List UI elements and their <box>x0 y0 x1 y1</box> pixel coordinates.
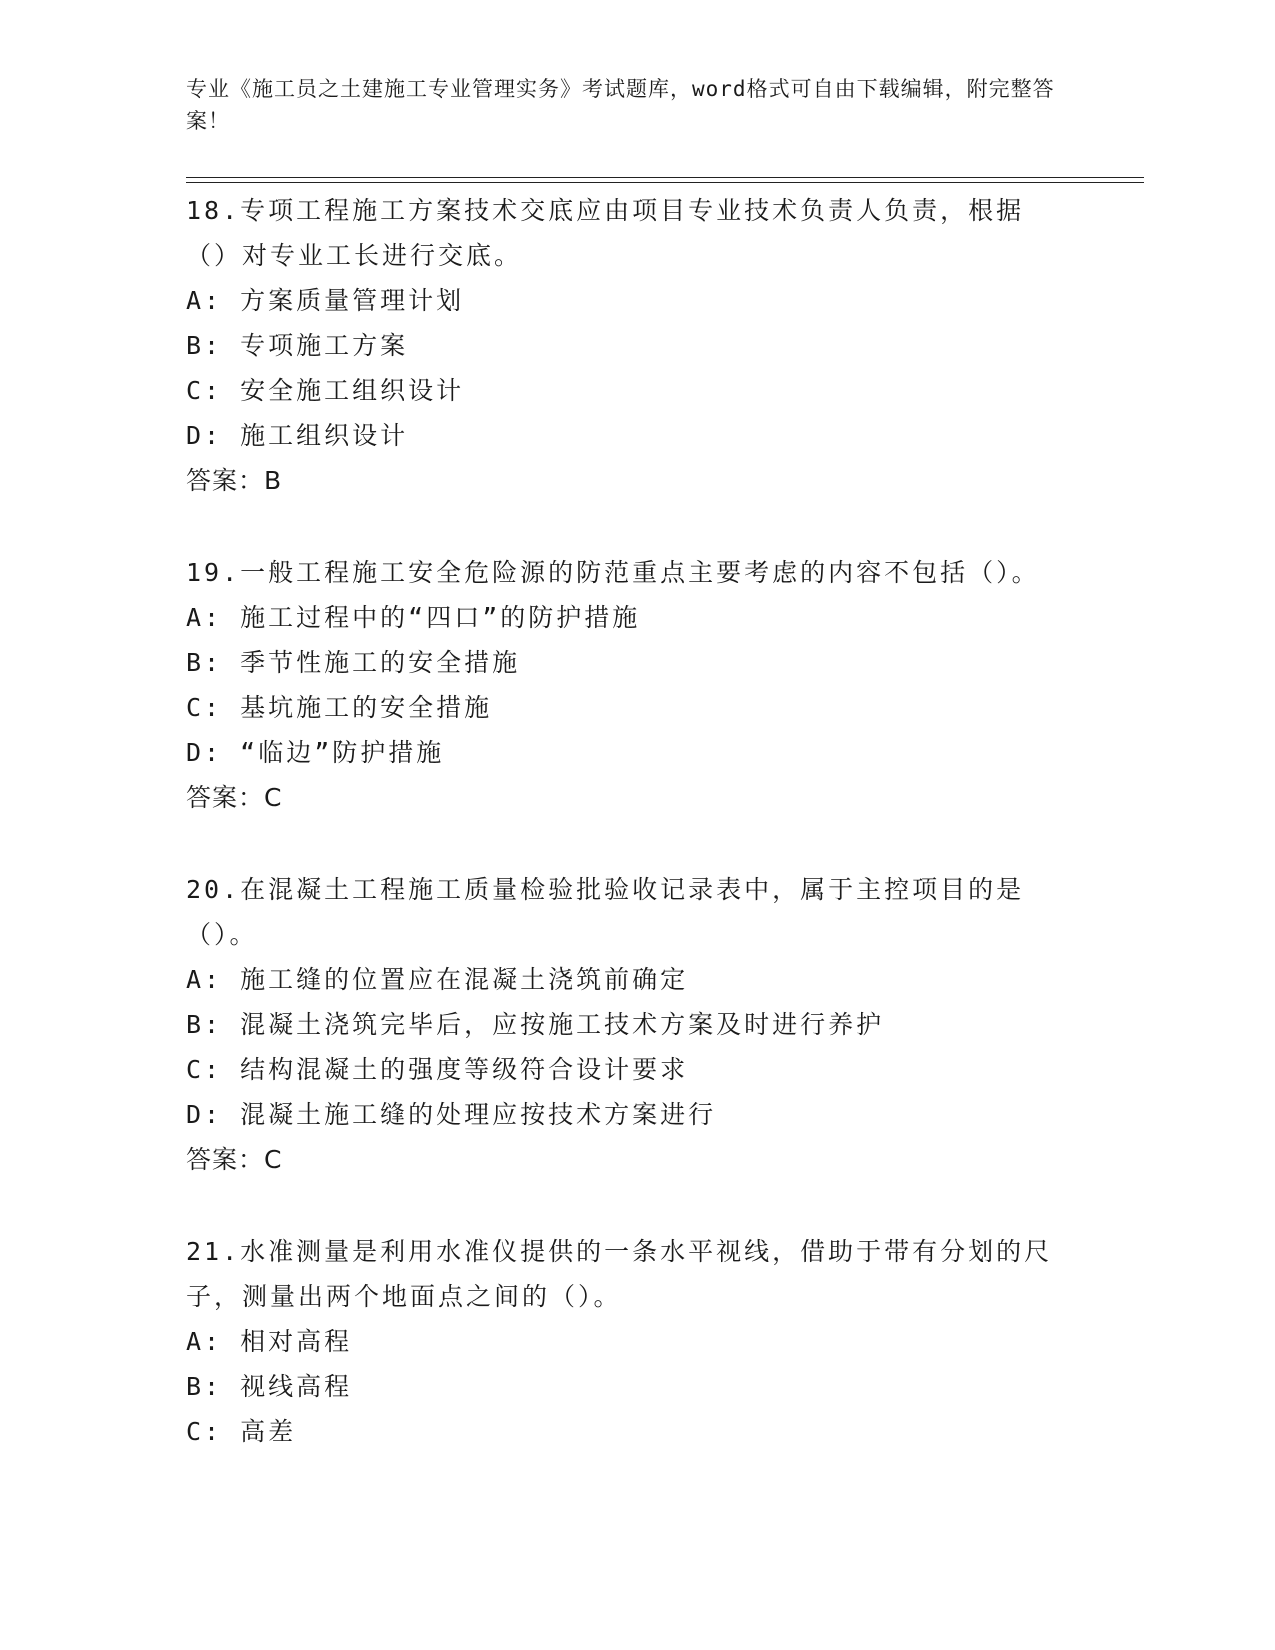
option-a: A: 方案质量管理计划 <box>186 286 465 315</box>
option-b: B: 视线高程 <box>186 1372 353 1401</box>
option-b: B: 季节性施工的安全措施 <box>186 648 521 677</box>
option-a: A: 相对高程 <box>186 1327 353 1356</box>
document-header: 专业《施工员之土建施工专业管理实务》考试题库，word格式可自由下载编辑，附完整答案！ <box>186 77 1055 133</box>
question-stem: 18.专项工程施工方案技术交底应由项目专业技术负责人负责，根据（）对专业工长进行交底。 <box>186 196 1025 270</box>
option-b: B: 专项施工方案 <box>186 331 409 360</box>
header-divider-bottom <box>186 182 1144 183</box>
option-a: A: 施工缝的位置应在混凝土浇筑前确定 <box>186 965 689 994</box>
question-stem: 19.一般工程施工安全危险源的防范重点主要考虑的内容不包括（）。 <box>186 558 1040 587</box>
option-a: A: 施工过程中的“四口”的防护措施 <box>186 603 641 632</box>
answer-label: 答案：B <box>186 466 283 495</box>
option-c: C: 结构混凝土的强度等级符合设计要求 <box>186 1055 689 1084</box>
question-list <box>186 188 1066 1501</box>
question-block-19 <box>186 550 1066 820</box>
header-divider-top <box>186 177 1144 178</box>
option-c: C: 高差 <box>186 1417 297 1446</box>
answer-label: 答案：C <box>186 783 283 812</box>
option-b: B: 混凝土浇筑完毕后，应按施工技术方案及时进行养护 <box>186 1010 885 1039</box>
question-stem: 20.在混凝土工程施工质量检验批验收记录表中，属于主控项目的是（）。 <box>186 875 1025 949</box>
option-c: C: 基坑施工的安全措施 <box>186 693 493 722</box>
question-block-18 <box>186 188 1066 503</box>
option-d: D: “临边”防护措施 <box>186 738 445 767</box>
option-d: D: 混凝土施工缝的处理应按技术方案进行 <box>186 1100 717 1129</box>
option-c: C: 安全施工组织设计 <box>186 376 465 405</box>
answer-label: 答案：C <box>186 1145 283 1174</box>
question-block-21 <box>186 1229 1066 1454</box>
option-d: D: 施工组织设计 <box>186 421 409 450</box>
question-stem: 21.水准测量是利用水准仪提供的一条水平视线，借助于带有分划的尺子，测量出两个地面点之间的（）。 <box>186 1237 1053 1311</box>
question-block-20 <box>186 867 1066 1182</box>
